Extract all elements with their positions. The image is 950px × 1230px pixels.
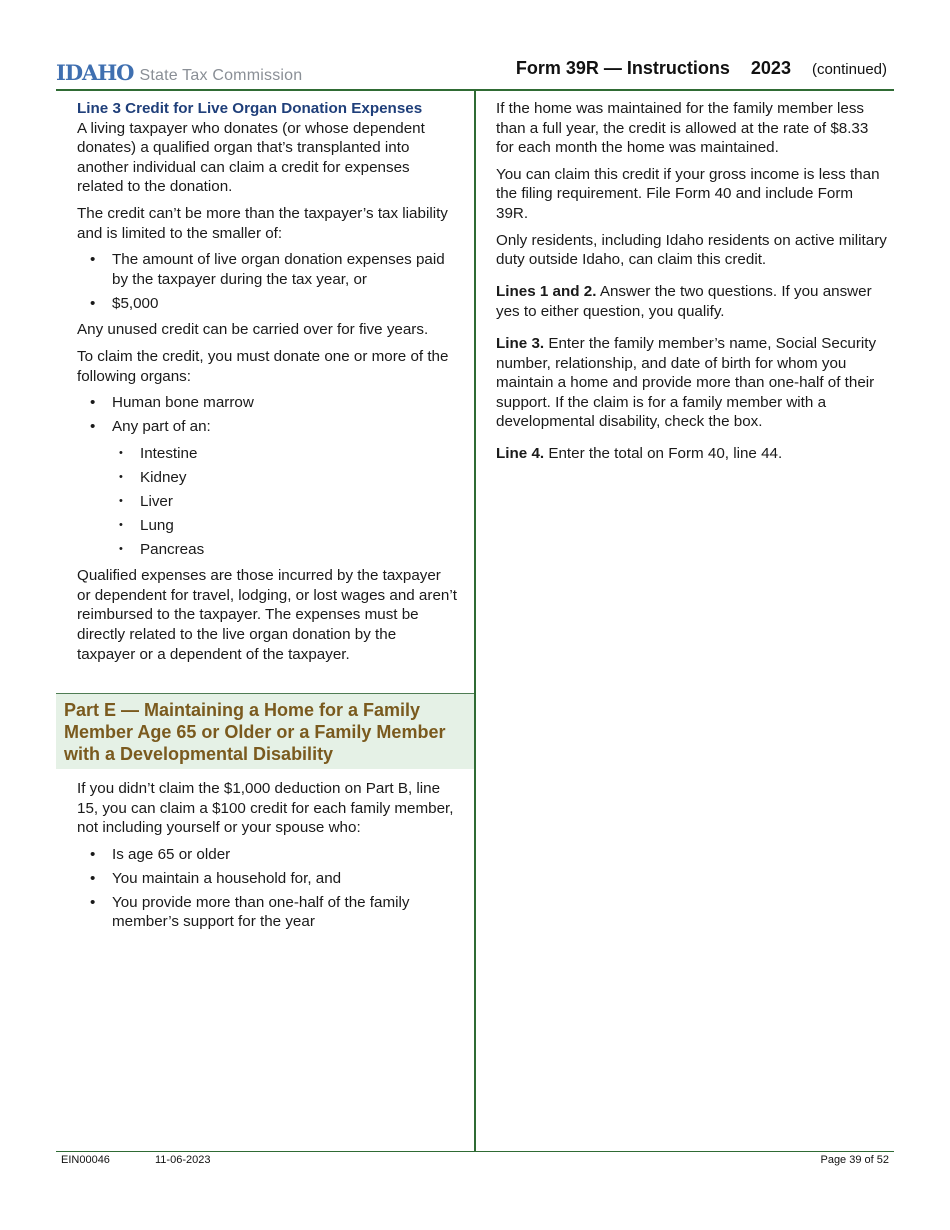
lines-1-2-instruction	[496, 282, 888, 321]
line-4-text: Enter the total on Form 40, line 44.	[544, 445, 783, 463]
column-divider	[474, 91, 476, 1151]
paragraph: Any unused credit can be carried over for five years.	[77, 321, 429, 339]
list-item: • Any part of an:	[77, 417, 457, 437]
organ-part-list	[77, 444, 457, 560]
continued-label: (continued)	[811, 61, 887, 78]
paragraph: You can claim this credit if your gross income is less than the filing requirement. File Form 40 and include Form 39R.	[496, 165, 880, 222]
list-item: • Liver	[77, 492, 457, 512]
right-column	[496, 99, 888, 471]
paragraph: Only residents, including Idaho residents on active military duty outside Idaho, can claim this credit.	[496, 231, 887, 269]
form-title: Form 39R — Instructions	[515, 58, 730, 78]
part-e-body	[77, 779, 457, 939]
paragraph: If the home was maintained for the family member less than a full year, the credit is allowed at the rate of $8.33 for each month the home was maintained.	[496, 100, 869, 157]
paragraph: The credit can’t be more than the taxpayer’s tax liability and is limited to the smaller of:	[77, 204, 448, 242]
list-item: • The amount of live organ donation expenses paid by the taxpayer during the tax year, or	[77, 250, 457, 289]
footer-rule	[56, 1151, 894, 1152]
page-header	[56, 58, 894, 88]
list-item: • Is age 65 or older	[77, 845, 457, 865]
page-number: Page 39 of 52	[820, 1154, 889, 1166]
line-3-instruction	[496, 334, 888, 432]
paragraph: If you didn’t claim the $1,000 deduction on Part B, line 15, you can claim a $100 credit for each family member, not including yourself or your spouse who:	[77, 780, 454, 837]
logo-text: State Tax Commission	[139, 67, 303, 84]
condition-list	[77, 845, 457, 932]
list-item: • Intestine	[77, 444, 457, 464]
paragraph: A living taxpayer who donates (or whose dependent donates) a qualified organ that’s transplanted into another individual can claim a credit for expenses related to the donation.	[77, 119, 425, 196]
idaho-logo	[56, 60, 302, 85]
list-item: • Lung	[77, 516, 457, 536]
form-year: 2023	[750, 58, 791, 78]
list-item: • You provide more than one-half of the family member’s support for the year	[77, 893, 457, 932]
left-column	[77, 99, 457, 671]
document-code: EIN00046	[61, 1154, 110, 1166]
list-item: • You maintain a household for, and	[77, 869, 457, 889]
list-item: • Pancreas	[77, 540, 457, 560]
part-e-heading: Part E — Maintaining a Home for a Family Member Age 65 or Older or a Family Member with a Developmental Disability	[64, 700, 446, 764]
list-item: • Human bone marrow	[77, 393, 457, 413]
line-4-label: Line 4.	[496, 445, 545, 463]
document-date: 11-06-2023	[155, 1154, 211, 1166]
line-3-text: Enter the family member’s name, Social Security number, relationship, and date of birth for whom you maintain a home and provide more than one-half of their support. If the claim is for a family member with a developmental disability, check the box.	[496, 334, 877, 431]
list-item: • $5,000	[77, 294, 457, 314]
line-3-label: Line 3.	[496, 334, 545, 352]
organ-list	[77, 393, 457, 437]
paragraph: To claim the credit, you must donate one or more of the following organs:	[77, 347, 449, 385]
lines-1-2-label: Lines 1 and 2.	[496, 283, 597, 301]
limit-list	[77, 250, 457, 313]
list-item: • Kidney	[77, 468, 457, 488]
paragraph: Qualified expenses are those incurred by the taxpayer or dependent for travel, lodging, or lost wages and aren’t reimbursed to the taxpayer. The expenses must be directly related to the live organ donation by the taxpayer or a dependent of the taxpayer.	[77, 567, 457, 663]
lines-1-2-text: Answer the two questions. If you answer yes to either question, you qualify.	[496, 283, 872, 320]
form-title-group	[516, 58, 887, 79]
line3-heading: Line 3 Credit for Live Organ Donation Expenses	[77, 100, 423, 117]
logo-mark: IDAHO	[56, 60, 134, 85]
line-4-instruction	[496, 444, 888, 464]
